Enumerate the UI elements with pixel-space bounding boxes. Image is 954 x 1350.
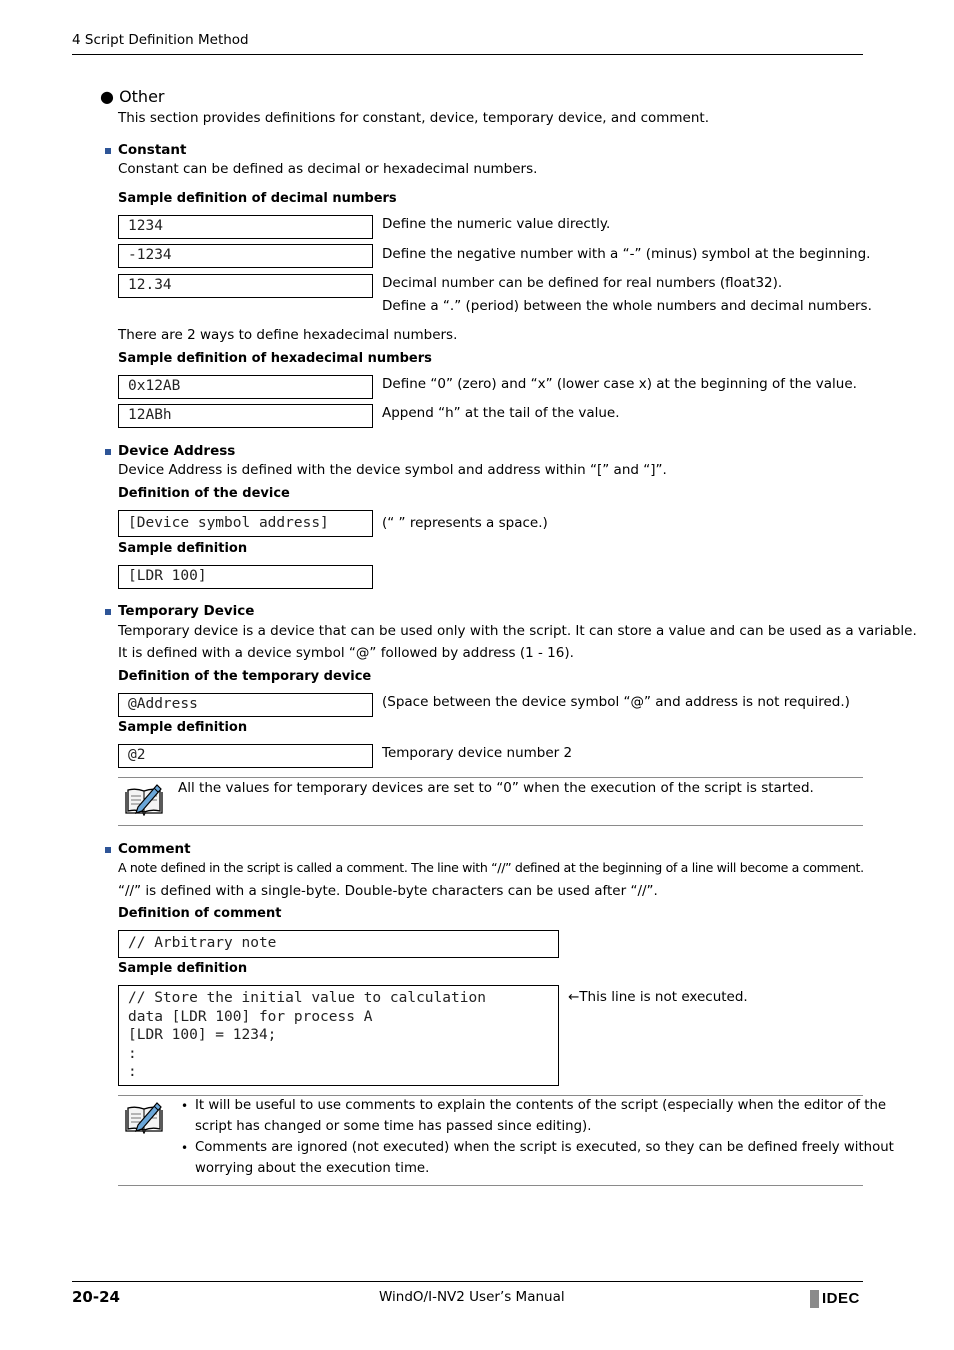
temp-sample-heading: Sample definition xyxy=(118,720,248,735)
square-bullet-icon xyxy=(105,609,111,615)
code-box-temp-sample: @2 xyxy=(118,744,373,768)
temp-def-heading: Definition of the temporary device xyxy=(118,669,372,684)
code-box-device-def: [Device symbol address] xyxy=(118,510,373,537)
code-box-negative: -1234 xyxy=(118,244,373,268)
code-desc-2: Define a “.” (period) between the whole numbers and decimal numbers. xyxy=(382,298,872,314)
code-box-hex-suffix: 12ABh xyxy=(118,404,373,428)
comment-desc-2: “//” is defined with a single-byte. Double-byte characters can be used after “//”. xyxy=(118,883,658,899)
manual-title: WindO/I-NV2 User’s Manual xyxy=(379,1289,565,1305)
footer-rule xyxy=(72,1281,863,1282)
device-address-title: Device Address xyxy=(118,443,236,459)
page-number: 20-24 xyxy=(72,1288,120,1306)
code-desc: Define the numeric value directly. xyxy=(382,216,611,232)
device-sample-heading: Sample definition xyxy=(118,541,248,556)
temp-sample-note: Temporary device number 2 xyxy=(382,745,573,761)
code-box-hex-prefix: 0x12AB xyxy=(118,375,373,399)
temp-note-text: All the values for temporary devices are set to “0” when the execution of the script is started. xyxy=(178,780,814,796)
device-def-note: (“ ” represents a space.) xyxy=(382,515,548,531)
square-bullet-icon xyxy=(105,148,111,154)
code-desc: Define “0” (zero) and “x” (lower case x) at the beginning of the value. xyxy=(382,376,857,392)
note-rule-bottom xyxy=(118,825,863,826)
code-desc: Define the negative number with a “-” (minus) symbol at the beginning. xyxy=(382,246,871,262)
code-box-comment-def: // Arbitrary note xyxy=(118,930,559,958)
code-box-comment-sample: // Store the initial value to calculation data [LDR 100] for process A [LDR 100] = 1234; : : xyxy=(118,985,559,1086)
running-header: 4 Script Definition Method xyxy=(72,32,249,48)
comment-desc-1: A note defined in the script is called a comment. The line with “//” defined at the beginning of a line will become a comment. xyxy=(118,860,864,875)
comment-note-1-line2: script has changed or some time has passed since editing). xyxy=(195,1119,592,1134)
comment-sample-note: ←This line is not executed. xyxy=(568,989,748,1005)
note-pencil-icon xyxy=(124,782,164,816)
constant-desc: Constant can be defined as decimal or hexadecimal numbers. xyxy=(118,161,538,177)
device-address-desc: Device Address is defined with the device symbol and address within “[” and “]”. xyxy=(118,462,667,478)
header-rule xyxy=(72,54,863,55)
other-intro: This section provides definitions for constant, device, temporary device, and comment. xyxy=(118,110,710,126)
comment-note-2-line2: worrying about the execution time. xyxy=(195,1161,430,1176)
logo-mark-icon xyxy=(810,1290,819,1308)
square-bullet-icon xyxy=(105,449,111,455)
comment-title: Comment xyxy=(118,841,191,857)
other-heading xyxy=(100,87,165,106)
code-box-decimal: 1234 xyxy=(118,215,373,239)
comment-note-1-line1: It will be useful to use comments to explain the contents of the script (especially when the editor of the xyxy=(195,1098,887,1113)
code-box-real: 12.34 xyxy=(118,274,373,298)
constant-title: Constant xyxy=(118,142,187,158)
code-box-temp-def: @Address xyxy=(118,693,373,717)
note-rule-top xyxy=(118,777,863,778)
comment-def-heading: Definition of comment xyxy=(118,906,282,921)
logo-text: IDEC xyxy=(822,1290,860,1307)
code-desc: Decimal number can be defined for real numbers (float32). xyxy=(382,275,783,291)
bullet-dot-icon: • xyxy=(181,1099,189,1113)
other-title: Other xyxy=(119,87,165,106)
temp-device-desc-2: It is defined with a device symbol “@” followed by address (1 - 16). xyxy=(118,645,574,661)
note-rule-top xyxy=(118,1095,863,1096)
temp-device-title: Temporary Device xyxy=(118,603,255,619)
circle-bullet-icon: ● xyxy=(100,87,114,106)
temp-def-note: (Space between the device symbol “@” and address is not required.) xyxy=(382,694,850,710)
note-pencil-icon xyxy=(124,1100,164,1134)
hex-intro: There are 2 ways to define hexadecimal numbers. xyxy=(118,327,458,343)
code-desc: Append “h” at the tail of the value. xyxy=(382,405,620,421)
decimal-heading: Sample definition of decimal numbers xyxy=(118,191,397,206)
code-box-device-sample: [LDR 100] xyxy=(118,565,373,589)
device-def-heading: Definition of the device xyxy=(118,486,290,501)
comment-note-2-line1: Comments are ignored (not executed) when the script is executed, so they can be defined freely without xyxy=(195,1140,894,1155)
hex-heading: Sample definition of hexadecimal numbers xyxy=(118,351,432,366)
note-rule-bottom xyxy=(118,1185,863,1186)
comment-sample-heading: Sample definition xyxy=(118,961,248,976)
idec-logo xyxy=(810,1290,860,1309)
temp-device-desc-1: Temporary device is a device that can be used only with the script. It can store a value and can be used as a variable. xyxy=(118,623,917,639)
bullet-dot-icon: • xyxy=(181,1141,189,1155)
square-bullet-icon xyxy=(105,847,111,853)
